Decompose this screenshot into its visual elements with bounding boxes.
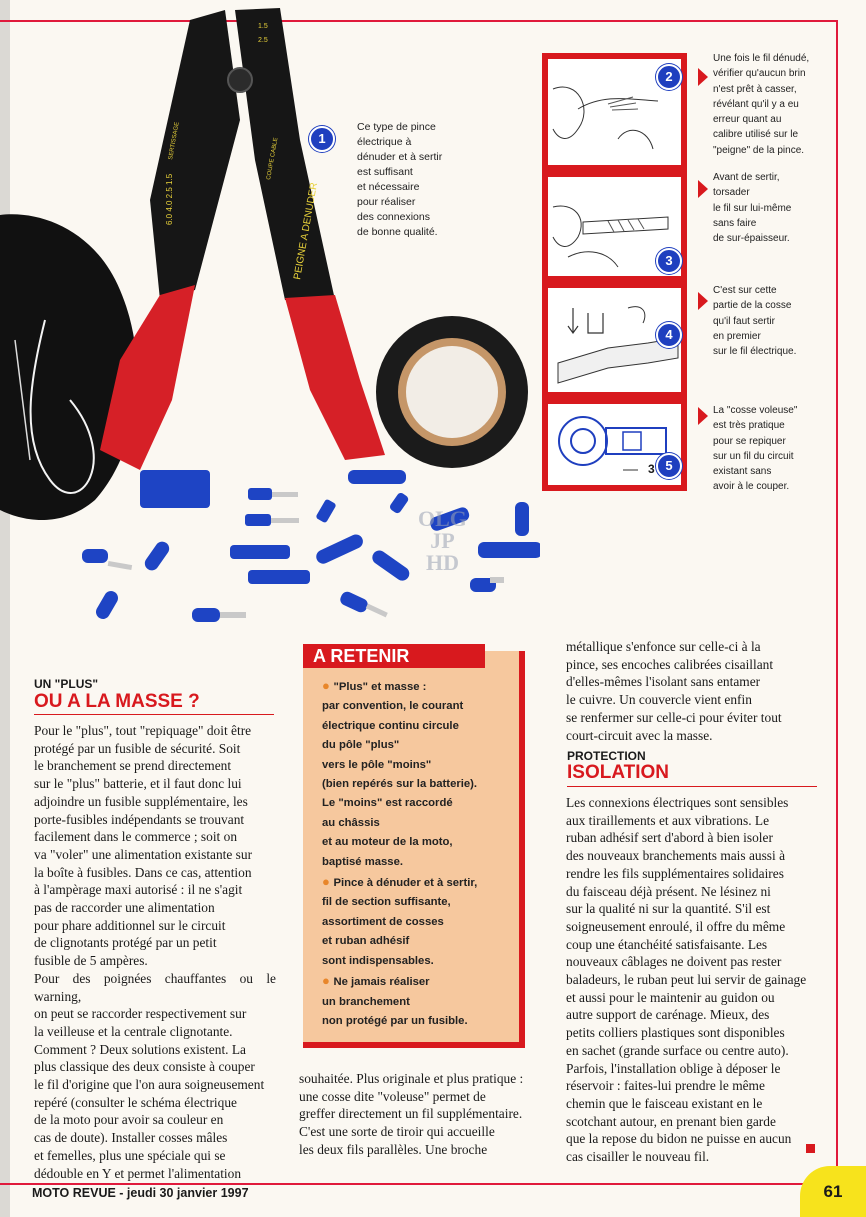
section-title-masse: OU A LA MASSE ? [34, 691, 200, 712]
section-kicker-plus: UN "PLUS" [34, 677, 99, 691]
number-badge-4: 4 [656, 322, 682, 348]
tape-roll-hole [406, 346, 498, 438]
svg-text:SERTISSAGE: SERTISSAGE [168, 121, 181, 161]
right-column-text: Les connexions électriques sont sensibles aux tiraillements et aux vibrations. Le ruban adhésif sert d'abord à bien isoler des nouveaux branchements mais aussi à rendre les fils supplémentaires solidaires du faisceau déjà présent. Ne lésinez ni sur la qualité ni sur la quantité. S'il est soigneusement enroulé, il offre du même coup une étanchéité satisfaisante. Les nouveaux câblages ne doivent pas rester baladeurs, le ruban peut lui servir de gainage et aussi pour le maintenir au guidon ou autre support de carénage. Mieux, des petits colliers plastiques sont disponibles en sachet (grande surface ou centre auto). Parfois, l'installation oblige à déposer le réservoir : faites-lui prendre le même chemin que le faisceau existant en le scotchant autour, en prenant bien garde que la repose du bidon ne puisse en aucun cas cisailler le nouveau fil. [566, 795, 807, 1165]
retenir-text: ● "Plus" et masse : par convention, le courant électrique continu circule du pôle "plus" vers le pôle "moins" (bien repérés sur la batterie). Le "moins" est raccordé au châssis et au moteur de la moto, baptisé masse. ● Pince à dénuder et à sertir, fil de section suffisante, assortiment de cosses et ruban adhésif sont indispensables. ● Ne jamais réaliser un branchement non protégé par un fusible. [322, 678, 478, 1027]
bullet-icon: ● [322, 874, 334, 890]
callout-4: C'est sur cette partie de la cosse qu'il faut sertir en premier sur le fil électrique. [713, 285, 797, 358]
section-title-isolation: ISOLATION [567, 762, 670, 783]
number-badge-3: 3 [656, 248, 682, 274]
pliers-pivot [228, 68, 252, 92]
svg-text:COUPE CABLE: COUPE CABLE [266, 137, 280, 181]
svg-text:PEIGNE A DENUDER: PEIGNE A DENUDER [292, 181, 321, 281]
bottom-rule [0, 1183, 866, 1185]
callout-1: Ce type de pince électrique à dénuder et à sertir est suffisant et nécessaire pour réaliser des connexions de bonne qualité. [357, 121, 443, 238]
svg-text:6.0 4.0 2.5 1.5: 6.0 4.0 2.5 1.5 [165, 173, 174, 225]
footer-publication: MOTO REVUE - jeudi 30 janvier 1997 [32, 1186, 249, 1200]
pliers-right-arm [235, 8, 335, 300]
title-underline [34, 714, 274, 715]
title-underline [567, 786, 817, 787]
pointer-3 [698, 180, 708, 198]
bullet-icon: ● [322, 678, 334, 693]
right-rule [836, 20, 838, 1180]
number-badge-2: 2 [656, 64, 682, 90]
callout-2: Une fois le fil dénudé, vérifier qu'aucun brin n'est prêt à casser, révélant qu'il y a eu erreur quant au calibre utilisé sur le "peigne" de la pince. [713, 53, 810, 156]
svg-text:1.5: 1.5 [258, 23, 268, 30]
pointer-5 [698, 407, 708, 425]
pointer-4 [698, 292, 708, 310]
watermark: OLG JP HD [418, 506, 467, 575]
svg-text:2.5: 2.5 [258, 37, 268, 44]
right-column-top-text: métallique s'enfonce sur celle-ci à la pince, ses encoches calibrées cisaillant d'elles-mêmes l'isolant sans entamer le cuivre. Un couvercle vient enfin se renfermer sur celle-ci pour éviter tout court-circuit avec la masse. [566, 639, 782, 743]
callout-5: La "cosse voleuse" est très pratique pour se repiquer sur un fil du circuit existant sans avoir à le couper. [713, 405, 798, 493]
end-mark [806, 1144, 815, 1153]
bullet-icon: ● [322, 973, 334, 989]
retenir-title: A RETENIR [303, 644, 485, 668]
black-disc [0, 214, 137, 520]
section-kicker-protection: PROTECTION [567, 749, 646, 763]
middle-column-text: souhaitée. Plus originale et plus pratique : une cosse dite "voleuse" permet de greffer directement un fil supplémentaire. C'est une sorte de tiroir qui accueille les deux fils parallèles. Une broche [299, 1071, 524, 1157]
dimension-label: 3 [648, 462, 655, 476]
pointer-2 [698, 68, 708, 86]
callout-3: Avant de sertir, torsader le fil sur lui-même sans faire de sur-épaisseur. [713, 172, 792, 245]
number-badge-1: 1 [309, 126, 335, 152]
page-number: 61 [800, 1166, 866, 1217]
number-badge-5: 5 [656, 453, 682, 479]
pliers-left-arm [150, 10, 240, 300]
pliers-right-grip [285, 295, 385, 460]
connectors [82, 470, 540, 622]
left-column-text: Pour le "plus", tout "repiquage" doit être protégé par un fusible de sécurité. Soit le branchement se prend directement sur le "plus" batterie, et il faut donc lui adjoindre un fusible supplémentaire, les porte-fusibles indépendants se trouvant facilement dans le commerce ; soit on va "voler" une alimentation existante sur la boîte à fusibles. Dans ce cas, attention à l'ampèrage maxi autorisé : il ne s'agit pas de raccorder une alimentation pour phare additionnel sur le circuit de clignotants protégé par un petit fusible de 5 ampères. Pour des poignées chauffantes ou le warning, on peut se raccorder respectivement sur la veilleuse et la centrale clignotante. Comment ? Deux solutions existent. La plus classique des deux consiste à couper le fil d'origine que l'on aura soigneusement repéré (consulter le schéma électrique de la moto pour avoir sa couleur en cas de doute). Installer cosses mâles et femelles, plus une spéciale qui se dédouble en Y et permet l'alimentation [34, 723, 276, 1181]
